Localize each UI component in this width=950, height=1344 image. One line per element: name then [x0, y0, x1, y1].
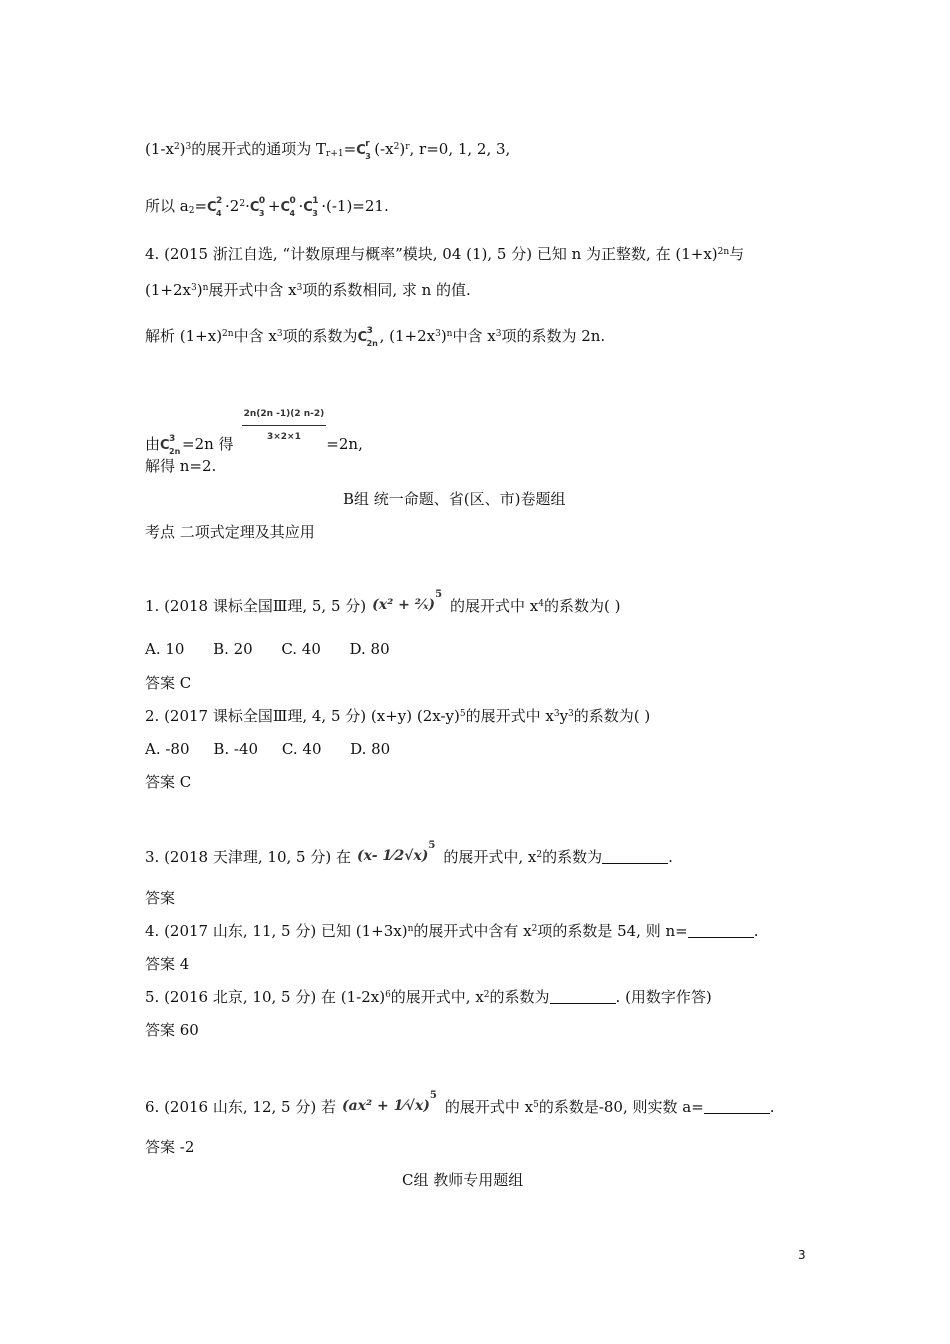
- answer-blank: [688, 923, 754, 938]
- comb-formula-image: C 3 2n: [160, 434, 181, 456]
- question-4-line-1: 4. (2015 浙江自选, “计数原理与概率”模块, 04 (1), 5 分) 已知 n 为正整数, 在 $(1+x)^{2n}$与: [145, 245, 745, 263]
- page-number: 3: [798, 1248, 806, 1262]
- comb-formula-image: C 1 3: [303, 196, 319, 218]
- question-b1: 1. (2018 课标全国Ⅲ理, 5, 5 分) (x² + ²⁄ₓ)$^5$的展开式中 $x^4$的系数为( ): [145, 585, 620, 616]
- expression-formula-image: (x² + ²⁄ₓ)$^5$: [372, 589, 443, 613]
- solution-result: 解得 n=2.: [145, 457, 217, 475]
- fraction-formula-image: $\frac{2n(2n -1)(2 n-2)}{3\times 2\times 1}$: [242, 404, 327, 447]
- comb-formula-image: C 3 2n: [357, 326, 378, 348]
- question-b6-answer: 答案 -2: [145, 1138, 195, 1156]
- topic-heading: 考点 二项式定理及其应用: [145, 523, 315, 541]
- section-b-heading: B组 统一命题、省(区、市)卷题组: [343, 490, 566, 508]
- comb-formula-image: C 0 3: [249, 196, 266, 218]
- question-b3: 3. (2018 天津理, 10, 5 分) 在 (x- 1⁄2√x)$^5$的展开式中, $x^2$的系数为 .: [145, 836, 673, 867]
- comb-formula-image: C r 3: [356, 139, 371, 161]
- expression-formula-image: (x- 1⁄2√x)$^5$: [356, 840, 436, 864]
- answer-blank: [602, 849, 668, 864]
- question-b1-options: A. 10 B. 20 C. 40 D. 80: [145, 640, 390, 658]
- question-b3-answer: 答案: [145, 889, 176, 907]
- question-b5-answer: 答案 60: [145, 1021, 199, 1039]
- question-b4: 4. (2017 山东, 11, 5 分) 已知 $(1+3x)^n$的展开式中含有 $x^2$项的系数是 54, 则 n= .: [145, 922, 759, 940]
- comb-formula-image: C 0 4: [280, 196, 296, 218]
- question-b2-answer: 答案 C: [145, 773, 192, 791]
- question-b4-answer: 答案 4: [145, 955, 190, 973]
- question-b6: 6. (2016 山东, 12, 5 分) 若 (ax² + 1⁄√x)$^5$的展开式中 $x^5$的系数是-80, 则实数 a= .: [145, 1086, 775, 1117]
- expression-formula-image: (ax² + 1⁄√x)$^5$: [341, 1090, 437, 1114]
- solution-line-2: 所以 $a_2=$ C 2 4 $\cdot 2^2\cdot$ C 0 3 + C 0 4 · C 1 3 ·(-1)=21.: [145, 196, 389, 218]
- answer-blank: [550, 989, 616, 1004]
- question-b1-answer: 答案 C: [145, 674, 192, 692]
- solution-line-3: 由 C 3 2n =2n 得 $\frac{2n(2n -1)(2 n-2)}{3\times 2\times 1}$ =2n,: [145, 404, 363, 454]
- question-b5: 5. (2016 北京, 10, 5 分) 在 $(1-2x)^6$的展开式中, $x^2$的系数为 . (用数字作答): [145, 988, 712, 1006]
- analysis-line: 解析 $(1+x)^{2n}$中含 $x^3$项的系数为 C 3 2n , $(1+2x^3)^n$中含 $x^3$项的系数为 2n.: [145, 326, 606, 348]
- solution-line-1: $(1-x^2)^3$的展开式的通项为 $T_{r+1}=$ C r 3 $(-x^2)^r$, r=0, 1, 2, 3,: [145, 139, 511, 161]
- question-b2-options: A. -80 B. -40 C. 40 D. 80: [145, 740, 391, 758]
- answer-blank: [704, 1099, 770, 1114]
- comb-formula-image: C 2 4: [207, 196, 223, 218]
- question-4-line-2: $(1+2x^3)^n$展开式中含 $x^3$项的系数相同, 求 n 的值.: [145, 281, 471, 299]
- section-c-heading: C组 教师专用题组: [402, 1171, 524, 1189]
- question-b2: 2. (2017 课标全国Ⅲ理, 4, 5 分) (x+y) $(2x-y)^5$的展开式中 $x^3y^3$的系数为( ): [145, 707, 651, 725]
